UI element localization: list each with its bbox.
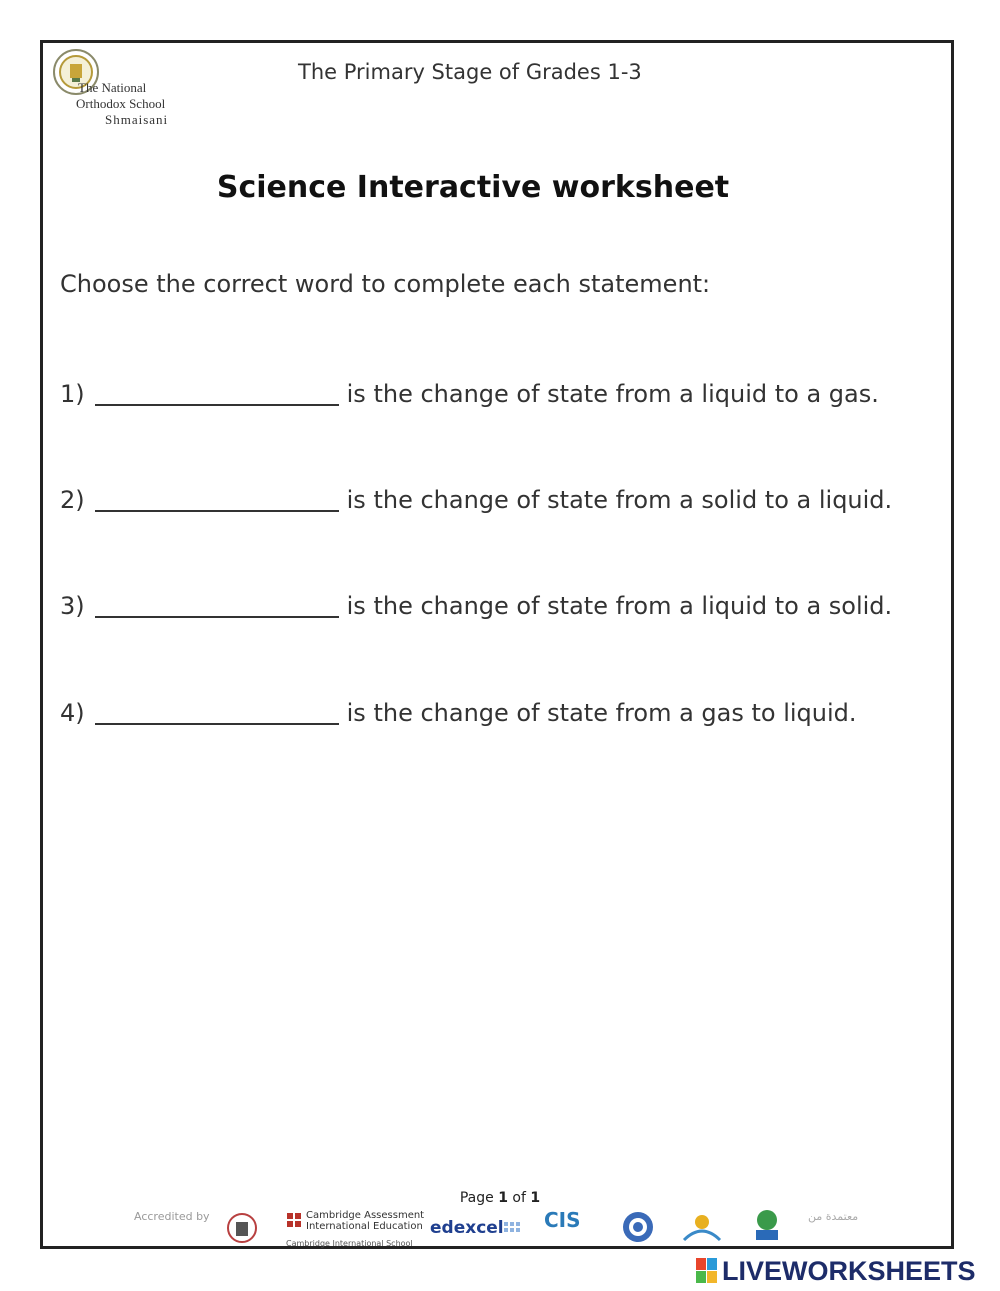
ministry-emblem-icon [222,1210,262,1246]
answer-blank-4[interactable] [95,699,339,725]
answer-blank-3[interactable] [95,592,339,618]
question-4 [60,695,857,727]
question-number: 2) [60,486,85,514]
school-name [76,80,186,128]
answer-blank-1[interactable] [95,380,339,406]
school-name-line3: Shmaisani [105,112,169,127]
tree-book-logo-icon [750,1208,784,1244]
page-title: Science Interactive worksheet [216,170,730,205]
question-text: is the change of state from a liquid to a gas. [346,380,879,408]
cambridge-logo: Cambridge Assessment International Education Cambridge International School [286,1210,425,1248]
page-number: Page 1 of 1 [459,1190,541,1206]
accredited-by-label: Accredited by [134,1210,210,1223]
school-name-line2: Orthodox School [76,96,166,111]
question-text: is the change of state from a liquid to a solid. [346,592,893,620]
question-number: 3) [60,592,85,620]
edexcel-logo: edexcel [430,1218,504,1238]
sun-logo-icon [680,1208,724,1244]
question-2 [60,482,892,514]
question-3 [60,588,892,620]
question-1 [60,376,879,408]
question-number: 4) [60,699,85,727]
answer-blank-2[interactable] [95,486,339,512]
accreditation-logos [130,1206,870,1246]
instruction-text: Choose the correct word to complete each statement: [60,270,711,298]
cis-logo: CIS [544,1208,581,1232]
school-name-line1: The National [78,80,147,95]
cambridge-shield-icon [286,1212,302,1228]
question-text: is the change of state from a gas to liquid. [346,699,857,727]
question-text: is the change of state from a solid to a liquid. [346,486,893,514]
edexcel-grid-icon [504,1222,522,1236]
worksheet-frame [40,40,954,1249]
liveworksheets-logo-icon [696,1258,718,1284]
question-number: 1) [60,380,85,408]
liveworksheets-brand: LIVEWORKSHEETS [722,1256,976,1286]
accredited-by-arabic-label: معتمدة من [808,1210,859,1223]
ib-logo-icon [618,1210,658,1244]
stage-subtitle: The Primary Stage of Grades 1-3 [298,60,642,84]
